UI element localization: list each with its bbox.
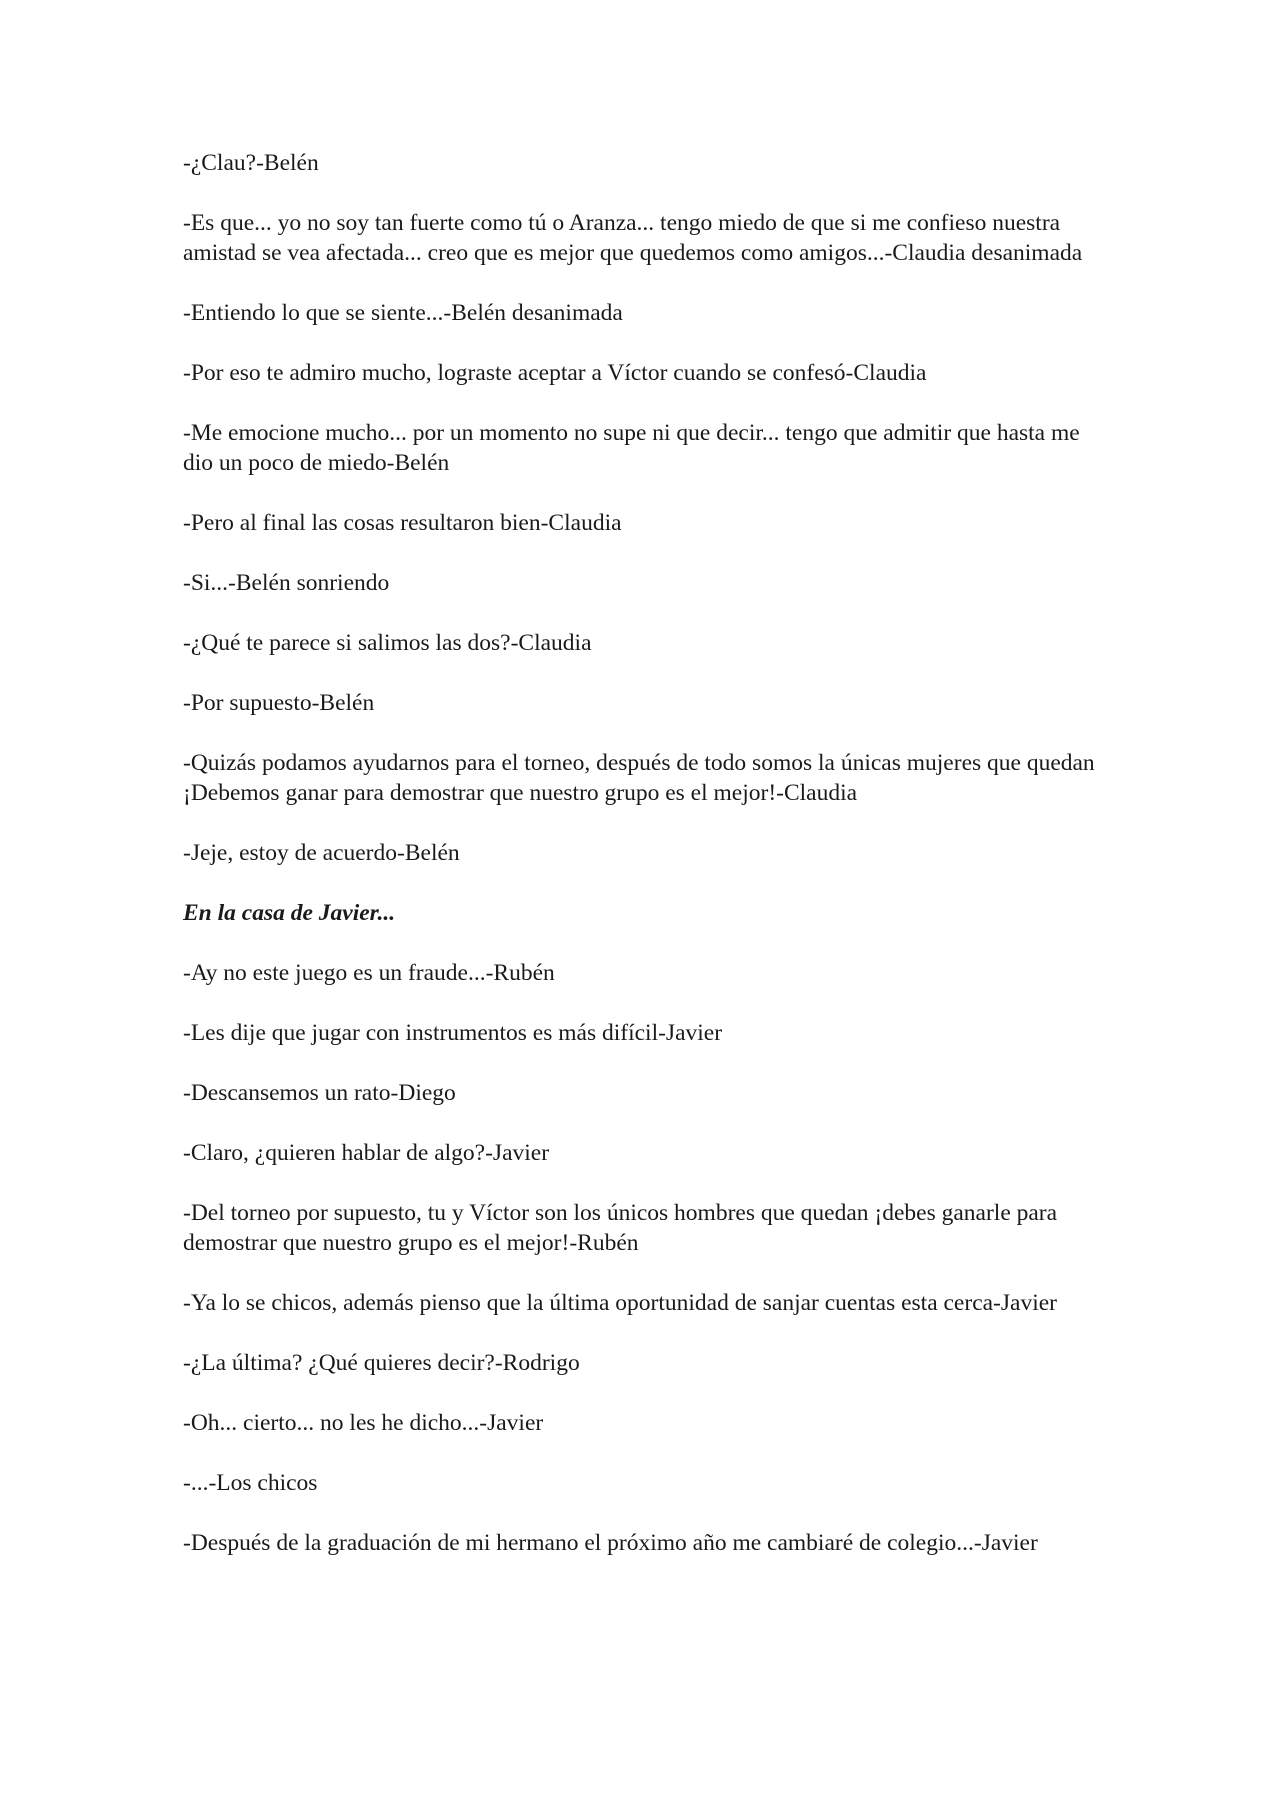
dialogue-line: -Quizás podamos ayudarnos para el torneo, después de todo somos la únicas mujeres que quedan ¡Debemos ganar para demostrar que nuestro grupo es el mejor!-Claudia [183,750,1095,806]
dialogue-line: -¿Clau?-Belén [183,150,319,176]
dialogue-line: -Claro, ¿quieren hablar de algo?-Javier [183,1140,550,1166]
dialogue-line: -Ay no este juego es un fraude...-Rubén [183,960,555,986]
dialogue-line: -Pero al final las cosas resultaron bien-Claudia [183,510,622,536]
dialogue-line: -Les dije que jugar con instrumentos es más difícil-Javier [183,1020,723,1046]
text-body [183,148,1103,1588]
dialogue-line: -Descansemos un rato-Diego [183,1080,456,1106]
dialogue-line: -¿La última? ¿Qué quieres decir?-Rodrigo [183,1350,580,1376]
dialogue-line: -Ya lo se chicos, además pienso que la última oportunidad de sanjar cuentas esta cerca-Javier [183,1290,1057,1316]
dialogue-line: -Del torneo por supuesto, tu y Víctor son los únicos hombres que quedan ¡debes ganarle para demostrar que nuestro grupo es el mejor!-Rubén [183,1200,1058,1256]
scene-heading: En la casa de Javier... [183,900,396,926]
dialogue-line: -Entiendo lo que se siente...-Belén desanimada [183,300,623,326]
dialogue-line: -Después de la graduación de mi hermano el próximo año me cambiaré de colegio...-Javier [183,1530,1038,1556]
dialogue-line: -Por supuesto-Belén [183,690,375,716]
dialogue-line: -Por eso te admiro mucho, lograste aceptar a Víctor cuando se confesó-Claudia [183,360,927,386]
dialogue-line: -...-Los chicos [183,1470,318,1496]
dialogue-line: -¿Qué te parece si salimos las dos?-Claudia [183,630,592,656]
dialogue-line: -Es que... yo no soy tan fuerte como tú o Aranza... tengo miedo de que si me confieso nuestra amistad se vea afectada... creo que es mejor que quedemos como amigos...-Claudia desanimada [183,210,1083,266]
dialogue-line: -Jeje, estoy de acuerdo-Belén [183,840,460,866]
dialogue-line: -Me emocione mucho... por un momento no supe ni que decir... tengo que admitir que hasta me dio un poco de miedo-Belén [183,420,1080,476]
dialogue-line: -Si...-Belén sonriendo [183,570,390,596]
dialogue-line: -Oh... cierto... no les he dicho...-Javier [183,1410,544,1436]
